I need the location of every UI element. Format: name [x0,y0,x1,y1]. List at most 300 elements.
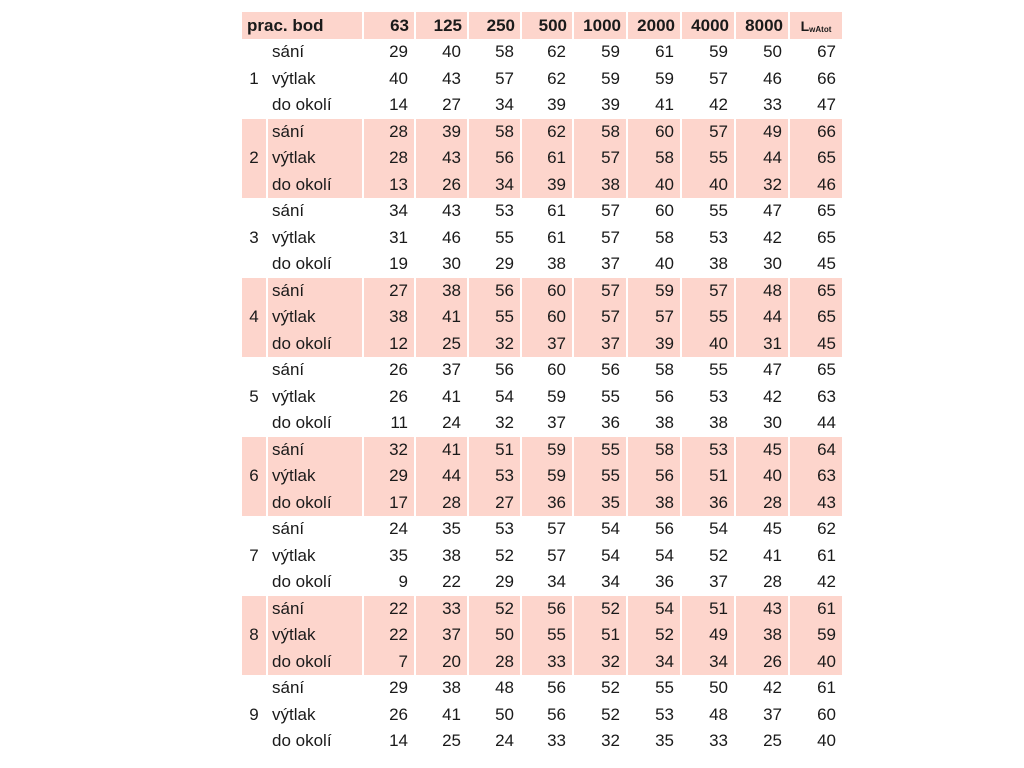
measurement-type: výtlak [272,545,316,565]
measurement-type: do okolí [268,649,362,676]
band-level-cell: 31 [389,227,408,247]
band-level-cell: 28 [364,119,414,146]
table-row [242,702,842,729]
band-level-cell: 27 [364,278,414,305]
band-level-cell: 34 [547,572,566,592]
band-level-cell: 48 [709,704,728,724]
table-row [242,675,842,702]
band-level-cell: 40 [389,68,408,88]
measurement-type: sání [268,278,362,305]
band-level-cell: 26 [416,172,467,199]
measurement-type: do okolí [268,331,362,358]
band-level-cell: 7 [364,649,414,676]
point-number: 8 [242,596,266,676]
band-level-cell: 39 [522,172,572,199]
band-level-cell: 37 [763,704,782,724]
band-level-cell: 26 [389,386,408,406]
band-level-cell: 29 [389,42,408,62]
band-level-cell: 42 [763,386,782,406]
band-level-cell: 52 [574,596,626,623]
header-label: prac. bod [242,12,362,39]
band-level-cell: 32 [495,413,514,433]
band-level-cell: 58 [469,119,520,146]
total-level-cell: 65 [817,360,836,380]
point-number: 6 [242,437,266,517]
band-level-cell: 38 [709,413,728,433]
band-level-cell: 25 [416,331,467,358]
band-level-cell: 57 [709,68,728,88]
band-level-cell: 32 [601,731,620,751]
measurement-type: sání [272,519,305,539]
band-level-cell: 58 [628,437,680,464]
measurement-type: sání [272,360,305,380]
band-level-cell: 43 [416,145,467,172]
band-level-cell: 52 [601,678,620,698]
band-level-cell: 41 [416,437,467,464]
band-level-cell: 41 [416,304,467,331]
total-level-cell: 64 [790,437,842,464]
band-level-cell: 51 [574,622,626,649]
band-level-cell: 35 [442,519,461,539]
band-level-cell: 54 [709,519,728,539]
total-level-cell: 66 [817,68,836,88]
band-level-cell: 46 [442,227,461,247]
band-level-cell: 49 [736,119,788,146]
band-level-cell: 47 [763,360,782,380]
band-level-cell: 38 [736,622,788,649]
band-level-cell: 29 [389,678,408,698]
band-level-cell: 54 [601,519,620,539]
band-level-cell: 30 [763,413,782,433]
band-level-cell: 29 [495,572,514,592]
table-row [242,596,842,623]
band-level-cell: 34 [682,649,734,676]
band-level-cell: 57 [682,278,734,305]
band-level-cell: 22 [364,596,414,623]
band-level-cell: 54 [495,386,514,406]
band-level-cell: 17 [364,490,414,517]
band-level-cell: 55 [574,437,626,464]
total-level-cell: 61 [790,596,842,623]
table-row [242,622,842,649]
header-freq-500: 500 [522,12,572,39]
band-level-cell: 53 [655,704,674,724]
band-level-cell: 30 [763,254,782,274]
band-level-cell: 43 [442,201,461,221]
measurement-type: výtlak [272,68,316,88]
band-level-cell: 58 [574,119,626,146]
total-level-cell: 42 [817,572,836,592]
total-level-cell: 65 [790,145,842,172]
band-level-cell: 34 [469,172,520,199]
band-level-cell: 40 [736,463,788,490]
total-level-cell: 59 [790,622,842,649]
measurement-type: sání [272,678,305,698]
band-level-cell: 58 [628,145,680,172]
band-level-cell: 44 [416,463,467,490]
band-level-cell: 53 [709,227,728,247]
measurement-type: výtlak [268,622,362,649]
total-level-cell: 61 [817,678,836,698]
band-level-cell: 62 [547,68,566,88]
point-number: 3 [249,227,259,247]
measurement-type: sání [272,42,305,62]
band-level-cell: 56 [628,463,680,490]
band-level-cell: 57 [495,68,514,88]
measurement-type: výtlak [272,386,316,406]
band-level-cell: 56 [601,360,620,380]
band-level-cell: 56 [547,678,566,698]
band-level-cell: 53 [495,519,514,539]
band-level-cell: 27 [469,490,520,517]
band-level-cell: 26 [736,649,788,676]
band-level-cell: 38 [628,490,680,517]
total-level-cell: 63 [790,463,842,490]
band-level-cell: 55 [495,227,514,247]
table-row [242,463,842,490]
band-level-cell: 55 [709,201,728,221]
band-level-cell: 57 [574,145,626,172]
band-level-cell: 32 [736,172,788,199]
band-level-cell: 42 [709,95,728,115]
band-level-cell: 38 [442,678,461,698]
total-level-cell: 65 [790,278,842,305]
header-freq-8000: 8000 [736,12,788,39]
band-level-cell: 40 [682,331,734,358]
band-level-cell: 52 [601,704,620,724]
band-level-cell: 38 [709,254,728,274]
band-level-cell: 41 [442,386,461,406]
total-level-cell: 45 [790,331,842,358]
measurement-type: výtlak [268,463,362,490]
band-level-cell: 28 [416,490,467,517]
table-body [242,39,842,755]
band-level-cell: 58 [655,360,674,380]
band-level-cell: 36 [601,413,620,433]
table-row [242,225,842,252]
band-level-cell: 59 [547,386,566,406]
table-row [242,516,842,543]
sound-power-table [240,12,844,755]
band-level-cell: 45 [763,519,782,539]
band-level-cell: 37 [522,331,572,358]
band-level-cell: 33 [416,596,467,623]
band-level-cell: 60 [522,304,572,331]
band-level-cell: 29 [364,463,414,490]
band-level-cell: 20 [416,649,467,676]
band-level-cell: 48 [736,278,788,305]
band-level-cell: 56 [655,519,674,539]
band-level-cell: 61 [547,227,566,247]
band-level-cell: 46 [763,68,782,88]
band-level-cell: 52 [495,545,514,565]
total-level-cell: 65 [790,304,842,331]
band-level-cell: 50 [709,678,728,698]
band-level-cell: 39 [601,95,620,115]
band-level-cell: 59 [601,42,620,62]
band-level-cell: 55 [655,678,674,698]
band-level-cell: 26 [389,360,408,380]
band-level-cell: 56 [547,704,566,724]
band-level-cell: 55 [574,463,626,490]
measurement-type: do okolí [272,731,332,751]
header-total-level [790,12,842,39]
band-level-cell: 32 [364,437,414,464]
band-level-cell: 24 [442,413,461,433]
band-level-cell: 30 [442,254,461,274]
table-row [242,145,842,172]
band-level-cell: 49 [682,622,734,649]
band-level-cell: 56 [469,145,520,172]
band-level-cell: 22 [364,622,414,649]
table-row [242,119,842,146]
band-level-cell: 51 [682,463,734,490]
band-level-cell: 57 [547,519,566,539]
total-level-cell: 45 [817,254,836,274]
band-level-cell: 50 [495,704,514,724]
band-level-cell: 61 [547,201,566,221]
band-level-cell: 24 [495,731,514,751]
table-row [242,357,842,384]
band-level-cell: 60 [547,360,566,380]
measurement-type: výtlak [272,227,316,247]
point-number: 4 [242,278,266,358]
measurement-type: do okolí [268,490,362,517]
point-number: 9 [249,704,259,724]
band-level-cell: 37 [442,360,461,380]
header-freq-2000: 2000 [628,12,680,39]
total-level-cell: 44 [817,413,836,433]
table-row [242,649,842,676]
table-row [242,569,842,596]
band-level-cell: 58 [495,42,514,62]
band-level-cell: 42 [763,227,782,247]
measurement-type: sání [268,119,362,146]
band-level-cell: 53 [682,437,734,464]
header-freq-1000: 1000 [574,12,626,39]
band-level-cell: 54 [601,545,620,565]
band-level-cell: 61 [522,145,572,172]
measurement-type: výtlak [272,704,316,724]
total-level-cell: 46 [790,172,842,199]
band-level-cell: 42 [763,678,782,698]
table-row [242,66,842,93]
header-freq-63: 63 [364,12,414,39]
band-level-cell: 59 [601,68,620,88]
band-level-cell: 45 [736,437,788,464]
band-level-cell: 28 [736,490,788,517]
band-level-cell: 55 [682,145,734,172]
band-level-cell: 9 [398,572,408,592]
band-level-cell: 25 [763,731,782,751]
header-freq-125: 125 [416,12,467,39]
band-level-cell: 60 [655,201,674,221]
band-level-cell: 55 [682,304,734,331]
measurement-type: sání [268,437,362,464]
band-level-cell: 51 [469,437,520,464]
point-number: 1 [249,68,259,88]
header-total-sub: wAtot [809,24,832,34]
band-level-cell: 31 [736,331,788,358]
band-level-cell: 33 [547,731,566,751]
band-level-cell: 56 [522,596,572,623]
table-header-row [242,12,842,39]
band-level-cell: 34 [628,649,680,676]
total-level-cell: 60 [817,704,836,724]
table-row [242,490,842,517]
table-row [242,410,842,437]
band-level-cell: 53 [469,463,520,490]
total-level-cell: 47 [817,95,836,115]
band-level-cell: 41 [655,95,674,115]
band-level-cell: 38 [574,172,626,199]
header-freq-250: 250 [469,12,520,39]
table-row [242,437,842,464]
band-level-cell: 59 [628,278,680,305]
band-level-cell: 40 [442,42,461,62]
band-level-cell: 24 [389,519,408,539]
band-level-cell: 57 [601,201,620,221]
band-level-cell: 39 [628,331,680,358]
band-level-cell: 43 [442,68,461,88]
band-level-cell: 57 [574,278,626,305]
band-level-cell: 38 [364,304,414,331]
band-level-cell: 14 [389,731,408,751]
total-level-cell: 43 [790,490,842,517]
total-level-cell: 61 [817,545,836,565]
band-level-cell: 38 [655,413,674,433]
band-level-cell: 22 [442,572,461,592]
header-freq-4000: 4000 [682,12,734,39]
table-row [242,543,842,570]
band-level-cell: 39 [547,95,566,115]
measurement-type: sání [268,596,362,623]
band-level-cell: 36 [655,572,674,592]
band-level-cell: 34 [389,201,408,221]
header-total-main: L [800,17,810,34]
band-level-cell: 57 [628,304,680,331]
total-level-cell: 63 [817,386,836,406]
band-level-cell: 59 [709,42,728,62]
band-level-cell: 38 [442,545,461,565]
band-level-cell: 19 [389,254,408,274]
measurement-type: do okolí [272,254,332,274]
table-row [242,92,842,119]
band-level-cell: 28 [364,145,414,172]
band-level-cell: 50 [763,42,782,62]
band-level-cell: 12 [364,331,414,358]
band-level-cell: 52 [469,596,520,623]
band-level-cell: 34 [495,95,514,115]
band-level-cell: 57 [682,119,734,146]
band-level-cell: 57 [574,304,626,331]
band-level-cell: 61 [655,42,674,62]
band-level-cell: 37 [601,254,620,274]
band-level-cell: 57 [547,545,566,565]
band-level-cell: 53 [709,386,728,406]
band-level-cell: 58 [655,227,674,247]
measurement-type: do okolí [268,172,362,199]
total-level-cell: 65 [817,201,836,221]
table-row [242,198,842,225]
band-level-cell: 37 [574,331,626,358]
band-level-cell: 32 [469,331,520,358]
band-level-cell: 28 [469,649,520,676]
band-level-cell: 52 [709,545,728,565]
band-level-cell: 26 [389,704,408,724]
band-level-cell: 50 [469,622,520,649]
band-level-cell: 37 [547,413,566,433]
band-level-cell: 56 [655,386,674,406]
band-level-cell: 57 [601,227,620,247]
band-level-cell: 35 [389,545,408,565]
band-level-cell: 52 [628,622,680,649]
band-level-cell: 54 [628,596,680,623]
band-level-cell: 48 [495,678,514,698]
band-level-cell: 60 [522,278,572,305]
band-level-cell: 39 [416,119,467,146]
band-level-cell: 33 [763,95,782,115]
table-row [242,39,842,66]
band-level-cell: 59 [522,437,572,464]
band-level-cell: 56 [495,360,514,380]
band-level-cell: 59 [522,463,572,490]
measurement-type: do okolí [272,572,332,592]
band-level-cell: 44 [736,304,788,331]
band-level-cell: 34 [601,572,620,592]
band-level-cell: 55 [469,304,520,331]
measurement-type: do okolí [272,413,332,433]
band-level-cell: 40 [655,254,674,274]
point-number: 2 [242,119,266,199]
band-level-cell: 40 [628,172,680,199]
band-level-cell: 38 [547,254,566,274]
band-level-cell: 25 [442,731,461,751]
band-level-cell: 41 [442,704,461,724]
total-level-cell: 40 [790,649,842,676]
band-level-cell: 43 [736,596,788,623]
band-level-cell: 47 [763,201,782,221]
band-level-cell: 13 [364,172,414,199]
band-level-cell: 51 [682,596,734,623]
band-level-cell: 37 [709,572,728,592]
table-row [242,278,842,305]
table-row [242,251,842,278]
band-level-cell: 55 [601,386,620,406]
table-row [242,728,842,755]
band-level-cell: 54 [655,545,674,565]
measurement-type: výtlak [268,304,362,331]
point-number: 7 [249,545,259,565]
band-level-cell: 53 [495,201,514,221]
band-level-cell: 35 [655,731,674,751]
band-level-cell: 32 [574,649,626,676]
table-row [242,331,842,358]
band-level-cell: 11 [390,413,408,433]
measurement-type: sání [272,201,305,221]
band-level-cell: 62 [547,42,566,62]
band-level-cell: 36 [682,490,734,517]
measurement-type: výtlak [268,145,362,172]
band-level-cell: 36 [522,490,572,517]
band-level-cell: 41 [763,545,782,565]
band-level-cell: 33 [709,731,728,751]
band-level-cell: 38 [416,278,467,305]
band-level-cell: 55 [709,360,728,380]
total-level-cell: 40 [817,731,836,751]
table-row [242,304,842,331]
total-level-cell: 67 [817,42,836,62]
